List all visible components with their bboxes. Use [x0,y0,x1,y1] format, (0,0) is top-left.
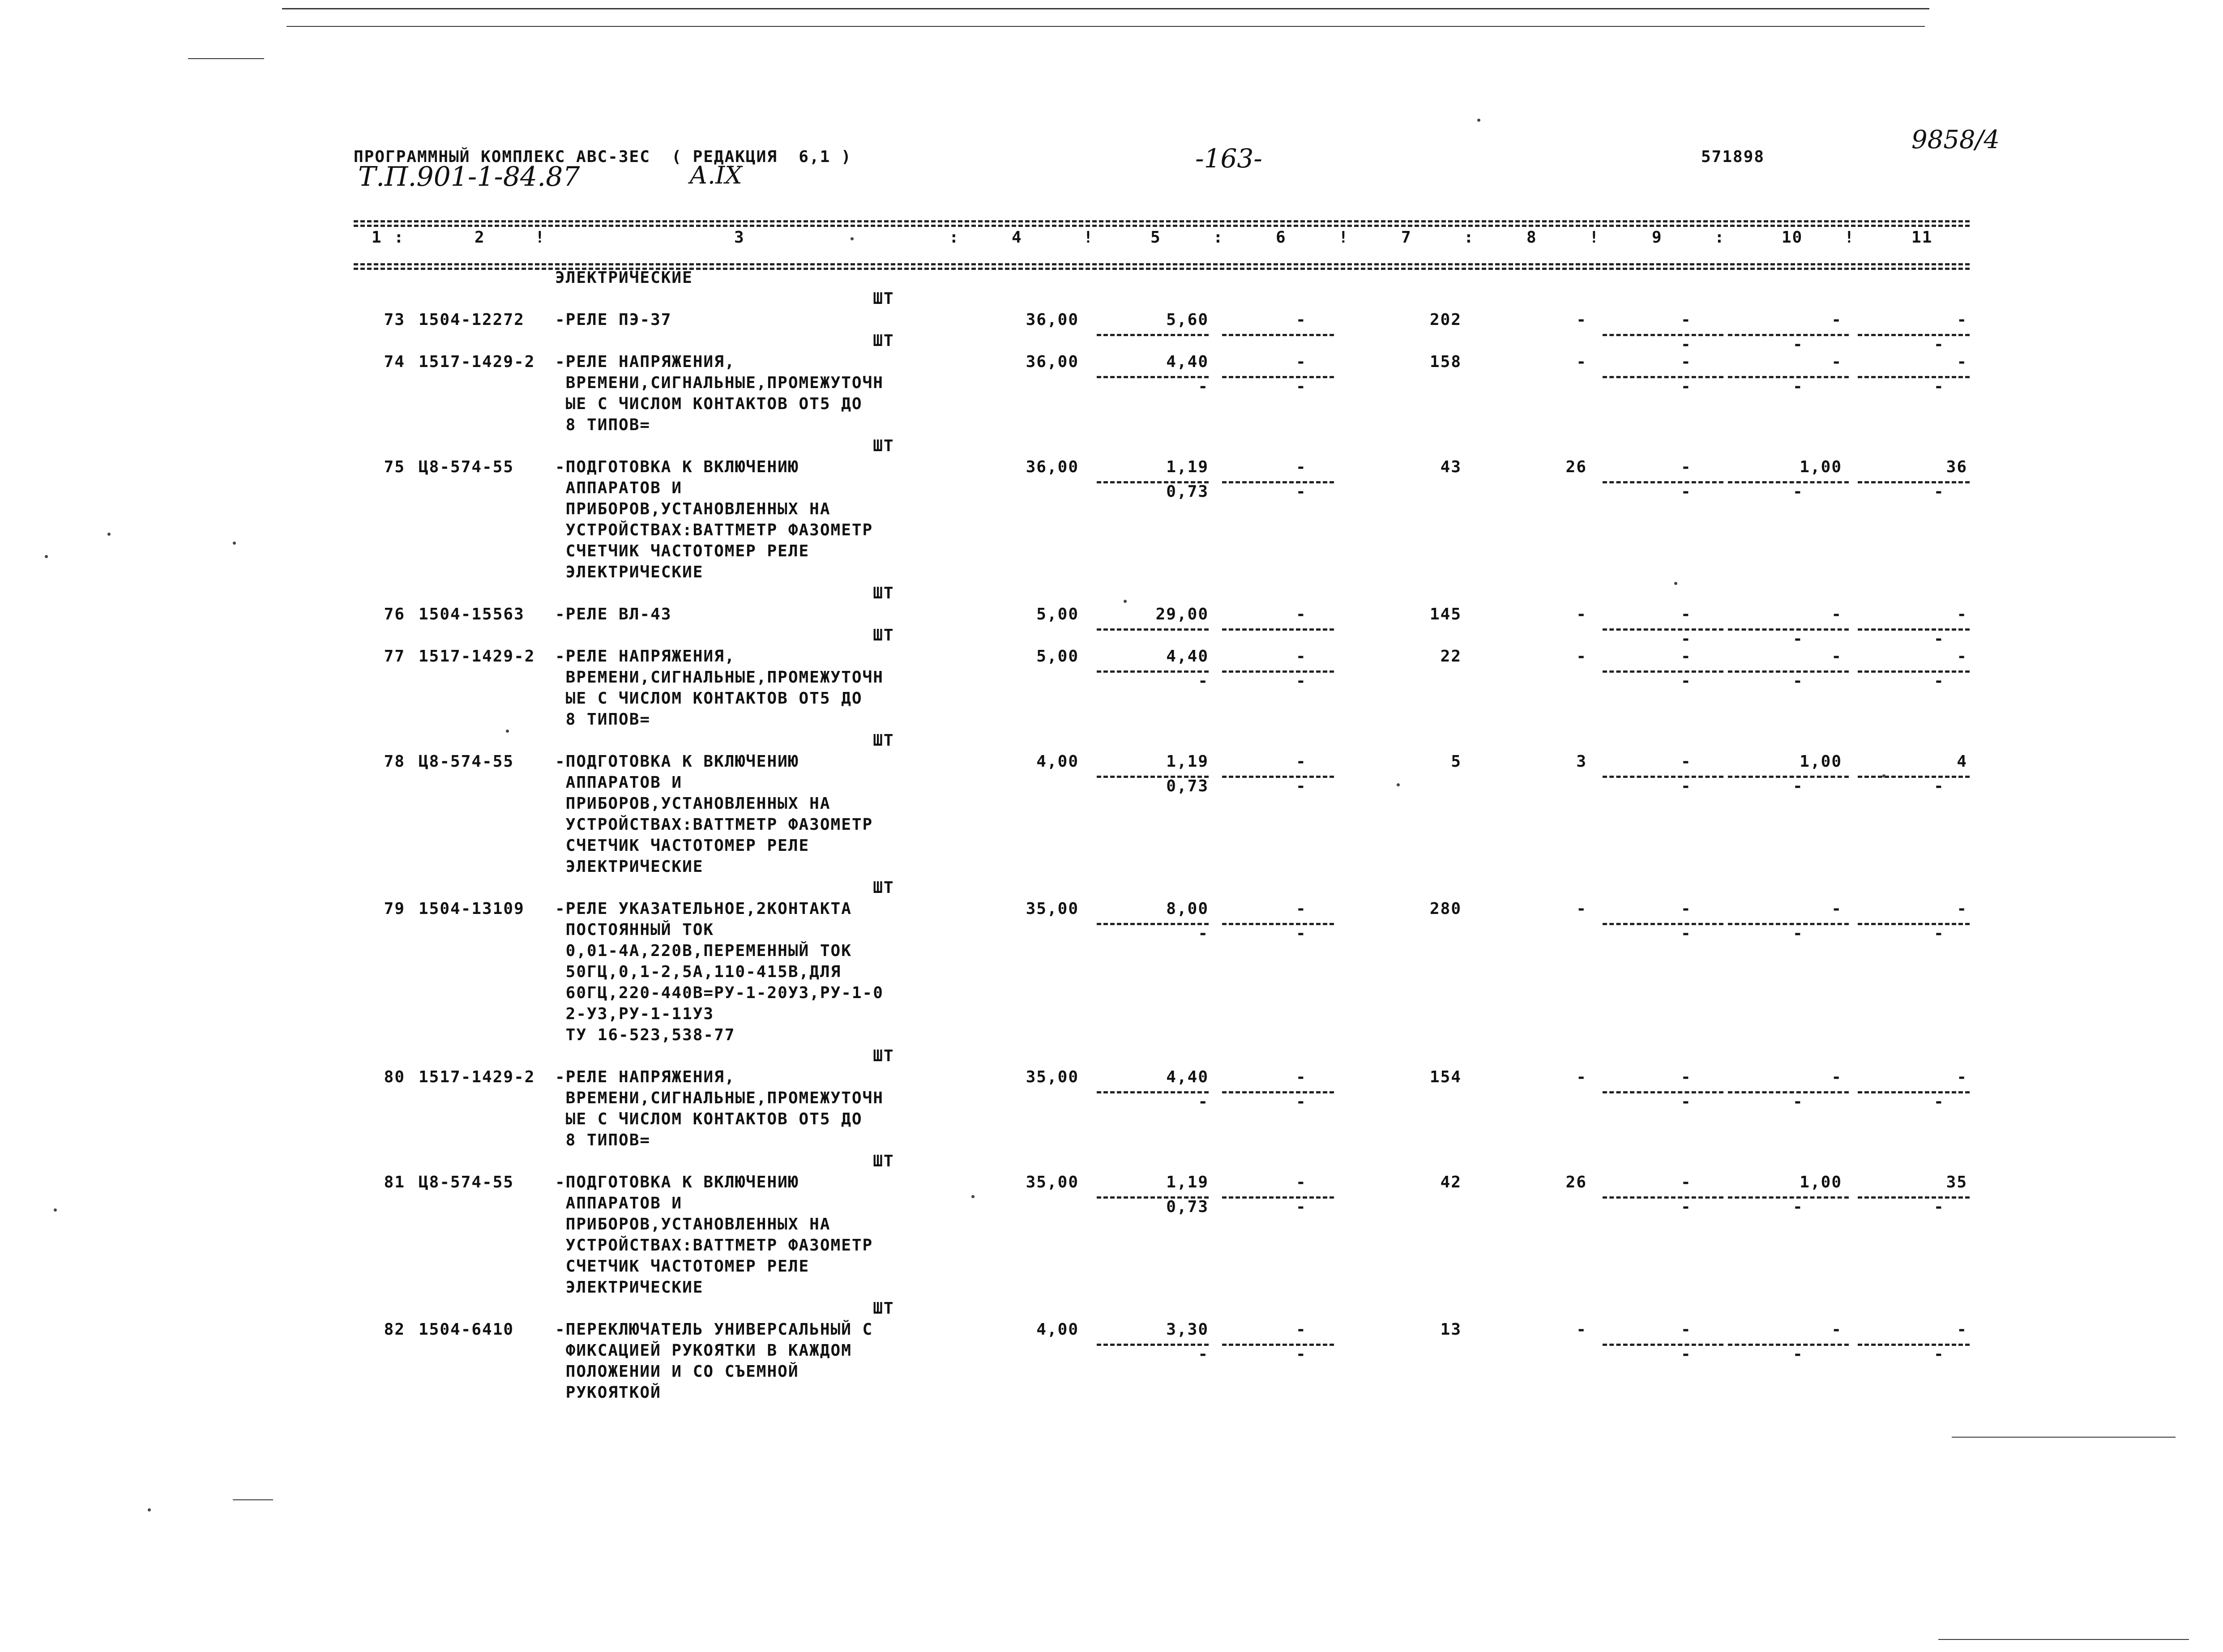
cell-col7: 202 [1429,311,1462,329]
col6-underline [1222,670,1334,673]
cell-col5: 1,19 [1166,1173,1209,1191]
cell-col10: 1,00 [1800,1173,1842,1191]
col11-underline [1858,670,1970,673]
top-rule-2 [286,26,1925,27]
cell-col10: - [1831,605,1842,623]
col6-underline [1222,923,1334,925]
column-header-3: 3 [734,228,745,247]
cell-col9-sub: - [1681,777,1692,795]
row-number: 79 [384,900,405,918]
cell-col11: - [1957,1068,1967,1086]
cell-col11-sub: - [1934,1345,1945,1363]
row-description-line: АППАРАТОВ И [555,1194,683,1212]
row-description-line: -РЕЛЕ НАПРЯЖЕНИЯ, [555,647,735,666]
column-separator: ! [1338,228,1349,247]
column-separator: : [394,228,405,247]
cell-col8: - [1576,353,1587,371]
col5-underline [1097,334,1209,336]
cell-col11-sub: - [1934,672,1945,690]
cell-col9: - [1681,1068,1692,1086]
cell-col5-sub: 0,73 [1166,1198,1209,1216]
cell-col8: - [1576,647,1587,666]
col6-underline [1222,628,1334,631]
cell-col5-sub: - [1198,924,1209,943]
col10-underline [1728,670,1849,673]
cell-col9-sub: - [1681,377,1692,396]
col10-underline [1728,923,1849,925]
col6-underline [1222,481,1334,483]
cell-quantity: 35,00 [1026,1068,1079,1086]
col11-underline [1858,334,1970,336]
scan-speck [506,730,509,733]
cell-col5-sub: - [1198,377,1209,396]
row-number: 73 [384,311,405,329]
row-description-line: ШТ [555,332,894,350]
col9-underline [1603,776,1723,778]
cell-col11: 36 [1946,458,1967,476]
cell-col11: - [1957,353,1967,371]
row-description-line: ШТ [555,1047,894,1065]
column-header-5: 5 [1150,228,1161,247]
col11-underline [1858,376,1970,378]
cell-col8: - [1576,1320,1587,1339]
row-description-line: -РЕЛЕ НАПРЯЖЕНИЯ, [555,1068,735,1086]
row-description-line: -РЕЛЕ ПЭ-37 [555,311,672,329]
cell-col5-sub: - [1198,1345,1209,1363]
row-description-line: ЭЛЕКТРИЧЕСКИЕ [555,563,704,581]
col9-underline [1603,1344,1723,1346]
cell-col9-sub: - [1681,672,1692,690]
cell-col6-sub: - [1296,777,1307,795]
col11-underline [1858,628,1970,631]
row-code: 1517-1429-2 [419,353,535,371]
col10-underline [1728,628,1849,631]
cell-col11: - [1957,1320,1967,1339]
col5-underline [1097,376,1209,378]
row-number: 75 [384,458,405,476]
row-number: 82 [384,1320,405,1339]
scan-speck [1477,119,1480,122]
header-rule-top-2 [354,225,1970,227]
cell-col9: - [1681,1173,1692,1191]
cell-col10-sub: - [1793,377,1804,396]
cell-col10-sub: - [1793,1345,1804,1363]
cell-col10-sub: - [1793,924,1804,943]
row-description-line: ШТ [555,626,894,645]
cell-col7: 5 [1451,752,1462,771]
bottom-mark-right [1952,1437,2176,1438]
column-header-4: 4 [1012,228,1022,247]
scan-speck [1124,600,1127,603]
row-description-line: УСТРОЙСТВАХ:ВАТТМЕТР ФАЗОМЕТР [555,815,873,834]
column-header-9: 9 [1652,228,1663,247]
cell-col11: - [1957,311,1967,329]
row-description-line: -ПЕРЕКЛЮЧАТЕЛЬ УНИВЕРСАЛЬНЫЙ С [555,1320,873,1339]
col5-underline [1097,1344,1209,1346]
cell-quantity: 36,00 [1026,353,1079,371]
row-description-line: ВРЕМЕНИ,СИГНАЛЬНЫЕ,ПРОМЕЖУТОЧН [555,668,884,687]
scan-speck [851,237,854,240]
cell-col9-sub: - [1681,630,1692,648]
scan-speck [148,1508,151,1511]
column-header-8: 8 [1526,228,1537,247]
row-description-line: ЭЛЕКТРИЧЕСКИЕ [555,1278,704,1297]
cell-col9-sub: - [1681,482,1692,501]
cell-col10-sub: - [1793,1093,1804,1111]
cell-quantity: 5,00 [1036,605,1079,623]
cell-col8: - [1576,900,1587,918]
col10-underline [1728,776,1849,778]
col6-underline [1222,1344,1334,1346]
row-code: 1504-13109 [419,900,525,918]
cell-col6: - [1296,458,1307,476]
cell-col7: 13 [1440,1320,1462,1339]
row-description-line: -ПОДГОТОВКА К ВКЛЮЧЕНИЮ [555,458,799,476]
col5-underline [1097,628,1209,631]
row-description-line: СЧЕТЧИК ЧАСТОТОМЕР РЕЛЕ [555,837,810,855]
cell-col5-sub: 0,73 [1166,777,1209,795]
row-description-line: ШТ [555,437,894,455]
cell-col11-sub: - [1934,630,1945,648]
col6-underline [1222,376,1334,378]
cell-col9: - [1681,752,1692,771]
cell-col10: - [1831,353,1842,371]
column-separator: ! [1589,228,1600,247]
row-description-line: УСТРОЙСТВАХ:ВАТТМЕТР ФАЗОМЕТР [555,521,873,539]
cell-col6: - [1296,311,1307,329]
cell-col11: - [1957,647,1967,666]
cell-col7: 158 [1429,353,1462,371]
row-description-line: ШТ [555,879,894,897]
cell-quantity: 5,00 [1036,647,1079,666]
cell-col8: 26 [1565,458,1587,476]
row-description-line: -РЕЛЕ НАПРЯЖЕНИЯ, [555,353,735,371]
col10-underline [1728,1344,1849,1346]
cell-col6: - [1296,900,1307,918]
cell-col10: - [1831,311,1842,329]
scan-speck [54,1208,57,1212]
column-header-1: 1 [372,228,382,247]
cell-col10: - [1831,1068,1842,1086]
cell-col5: 4,40 [1166,647,1209,666]
cell-col8: 3 [1576,752,1587,771]
cell-col7: 145 [1429,605,1462,623]
row-code: 1504-6410 [419,1320,514,1339]
cell-col11-sub: - [1934,335,1945,354]
cell-col6: - [1296,1068,1307,1086]
project-code: Т.П.901-1-84.87 [358,161,580,192]
archive-number: 9858/4 [1911,125,2000,154]
row-description-line: АППАРАТОВ И [555,479,683,497]
column-separator: : [949,228,960,247]
row-description-line: 8 ТИПОВ= [555,1131,651,1149]
row-description-line: -ПОДГОТОВКА К ВКЛЮЧЕНИЮ [555,752,799,771]
row-code: Ц8-574-55 [419,752,514,771]
col10-underline [1728,334,1849,336]
col9-underline [1603,1196,1723,1199]
row-code: Ц8-574-55 [419,1173,514,1191]
cell-col11: - [1957,900,1967,918]
col11-underline [1858,1344,1970,1346]
column-separator: ! [1083,228,1094,247]
cell-col10-sub: - [1793,672,1804,690]
cell-col10: - [1831,647,1842,666]
col9-underline [1603,670,1723,673]
cell-col5: 29,00 [1155,605,1209,623]
row-description-line: 8 ТИПОВ= [555,416,651,434]
column-header-11: 11 [1911,228,1933,247]
scan-speck [1882,774,1885,777]
row-description-line: ВРЕМЕНИ,СИГНАЛЬНЫЕ,ПРОМЕЖУТОЧН [555,1089,884,1107]
cell-col11: - [1957,605,1967,623]
col10-underline [1728,481,1849,483]
column-separator: : [1464,228,1475,247]
cell-col5: 8,00 [1166,900,1209,918]
cell-col10-sub: - [1793,777,1804,795]
cell-col9-sub: - [1681,1198,1692,1216]
col11-underline [1858,481,1970,483]
cell-col5-sub: 0,73 [1166,482,1209,501]
row-description-line: 8 ТИПОВ= [555,710,651,729]
cell-col10-sub: - [1793,482,1804,501]
cell-col10: 1,00 [1800,458,1842,476]
row-description-line: ЫЕ С ЧИСЛОМ КОНТАКТОВ ОТ5 ДО [555,1110,863,1128]
doc-number: 571898 [1701,148,1765,166]
col9-underline [1603,1091,1723,1093]
cell-quantity: 36,00 [1026,458,1079,476]
row-description-line: ЭЛЕКТРИЧЕСКИЕ [555,858,704,876]
cell-col10: - [1831,1320,1842,1339]
cell-col9: - [1681,647,1692,666]
cell-col11-sub: - [1934,482,1945,501]
cell-col11-sub: - [1934,777,1945,795]
col11-underline [1858,1091,1970,1093]
column-separator: : [1213,228,1224,247]
cell-col9: - [1681,311,1692,329]
scan-speck [45,555,48,558]
cell-col9: - [1681,353,1692,371]
footer-mark [1938,1639,2189,1640]
row-description-line: УСТРОЙСТВАХ:ВАТТМЕТР ФАЗОМЕТР [555,1236,873,1255]
margin-mark [188,58,264,59]
col5-underline [1097,923,1209,925]
row-description-line: ПОСТОЯННЫЙ ТОК [555,921,714,939]
cell-col5: 4,40 [1166,1068,1209,1086]
header-rule-top [354,220,1970,222]
cell-col6-sub: - [1296,672,1307,690]
cell-col7: 154 [1429,1068,1462,1086]
cell-col9: - [1681,605,1692,623]
col11-underline [1858,923,1970,925]
cell-col6: - [1296,1173,1307,1191]
row-description-line: ПРИБОРОВ,УСТАНОВЛЕННЫХ НА [555,1215,831,1234]
column-header-6: 6 [1276,228,1287,247]
row-code: 1517-1429-2 [419,647,535,666]
cell-col5: 3,30 [1166,1320,1209,1339]
scan-speck [107,533,111,536]
col5-underline [1097,1091,1209,1093]
album-label: А.IX [689,161,742,189]
row-number: 77 [384,647,405,666]
cell-col10: 1,00 [1800,752,1842,771]
row-description-line: СЧЕТЧИК ЧАСТОТОМЕР РЕЛЕ [555,1257,810,1276]
col6-underline [1222,334,1334,336]
cell-col9-sub: - [1681,335,1692,354]
cell-col6-sub: - [1296,1093,1307,1111]
row-description-line: ШТ [555,1299,894,1318]
row-description-line: ЭЛЕКТРИЧЕСКИЕ [555,269,693,287]
cell-col9: - [1681,458,1692,476]
col9-underline [1603,923,1723,925]
row-description-line: РУКОЯТКОЙ [555,1383,661,1402]
row-description-line: -РЕЛЕ УКАЗАТЕЛЬНОЕ,2КОНТАКТА [555,900,852,918]
cell-col11-sub: - [1934,924,1945,943]
cell-col7: 42 [1440,1173,1462,1191]
scan-speck [1674,582,1677,585]
cell-col6-sub: - [1296,924,1307,943]
row-number: 76 [384,605,405,623]
scan-speck [971,1195,975,1198]
row-description-line: СЧЕТЧИК ЧАСТОТОМЕР РЕЛЕ [555,542,810,560]
row-number: 81 [384,1173,405,1191]
col10-underline [1728,1196,1849,1199]
cell-col6-sub: - [1296,1345,1307,1363]
cell-col10-sub: - [1793,335,1804,354]
col9-underline [1603,334,1723,336]
row-description-line: ПРИБОРОВ,УСТАНОВЛЕННЫХ НА [555,500,831,518]
col11-underline [1858,1196,1970,1199]
cell-col5: 4,40 [1166,353,1209,371]
cell-col11-sub: - [1934,1093,1945,1111]
row-description-line: ШТ [555,731,894,750]
cell-col9-sub: - [1681,1093,1692,1111]
column-header-10: 10 [1782,228,1803,247]
row-description-line: 2-У3,РУ-1-11У3 [555,1005,714,1023]
cell-col9-sub: - [1681,1345,1692,1363]
cell-col6: - [1296,752,1307,771]
row-description-line: ПОЛОЖЕНИИ И СО СЪЕМНОЙ [555,1362,799,1381]
row-description-line: ШТ [555,290,894,308]
column-separator: ! [535,228,546,247]
column-header-7: 7 [1401,228,1412,247]
row-number: 80 [384,1068,405,1086]
col6-underline [1222,1091,1334,1093]
cell-quantity: 36,00 [1026,311,1079,329]
row-description-line: 50ГЦ,0,1-2,5А,110-415В,ДЛЯ [555,963,842,981]
top-rule-1 [282,8,1929,9]
cell-col10-sub: - [1793,1198,1804,1216]
row-description-line: -РЕЛЕ ВЛ-43 [555,605,672,623]
cell-col7: 280 [1429,900,1462,918]
row-description-line: 60ГЦ,220-440В=РУ-1-20У3,РУ-1-0 [555,984,884,1002]
row-code: 1504-12272 [419,311,525,329]
cell-col5-sub: - [1198,1093,1209,1111]
col9-underline [1603,481,1723,483]
cell-col6-sub: - [1296,377,1307,396]
cell-col5: 5,60 [1166,311,1209,329]
scan-speck [1397,783,1400,786]
cell-col6: - [1296,353,1307,371]
cell-col6: - [1296,605,1307,623]
cell-col5: 1,19 [1166,458,1209,476]
cell-col5: 1,19 [1166,752,1209,771]
row-description-line: ШТ [555,1152,894,1170]
cell-col11: 4 [1957,752,1967,771]
cell-quantity: 4,00 [1036,1320,1079,1339]
cell-col6: - [1296,647,1307,666]
cell-col9: - [1681,1320,1692,1339]
column-separator: : [1714,228,1725,247]
cell-col6-sub: - [1296,1198,1307,1216]
col9-underline [1603,376,1723,378]
row-description-line: ПРИБОРОВ,УСТАНОВЛЕННЫХ НА [555,794,831,813]
row-description-line: -ПОДГОТОВКА К ВКЛЮЧЕНИЮ [555,1173,799,1191]
row-description-line: ФИКСАЦИЕЙ РУКОЯТКИ В КАЖДОМ [555,1341,852,1360]
row-number: 78 [384,752,405,771]
col5-underline [1097,670,1209,673]
col11-underline [1858,776,1970,778]
cell-col10-sub: - [1793,630,1804,648]
cell-quantity: 35,00 [1026,1173,1079,1191]
row-number: 74 [384,353,405,371]
col10-underline [1728,1091,1849,1093]
cell-col8: - [1576,605,1587,623]
cell-col9-sub: - [1681,924,1692,943]
cell-col8: - [1576,1068,1587,1086]
cell-col6-sub: - [1296,482,1307,501]
column-separator: ! [1844,228,1855,247]
cell-col11-sub: - [1934,377,1945,396]
row-description-line: ШТ [555,584,894,602]
bottom-mark-left [233,1499,273,1500]
col9-underline [1603,628,1723,631]
row-description-line: 0,01-4А,220В,ПЕРЕМЕННЫЙ ТОК [555,942,852,960]
row-code: 1517-1429-2 [419,1068,535,1086]
cell-col5-sub: - [1198,672,1209,690]
row-description-line: ЫЕ С ЧИСЛОМ КОНТАКТОВ ОТ5 ДО [555,689,863,708]
row-code: Ц8-574-55 [419,458,514,476]
row-description-line: АППАРАТОВ И [555,773,683,792]
row-description-line: ВРЕМЕНИ,СИГНАЛЬНЫЕ,ПРОМЕЖУТОЧН [555,374,884,392]
row-description-line: ТУ 16-523,538-77 [555,1026,735,1044]
header-rule-bottom [354,263,1970,265]
cell-col8: - [1576,311,1587,329]
cell-col11: 35 [1946,1173,1967,1191]
cell-col7: 43 [1440,458,1462,476]
program-title: ПРОГРАММНЫЙ КОМПЛЕКС АВС-3ЕС ( РЕДАКЦИЯ 6,1 ) [354,148,852,166]
col10-underline [1728,376,1849,378]
cell-col9: - [1681,900,1692,918]
cell-col10: - [1831,900,1842,918]
cell-col8: 26 [1565,1173,1587,1191]
col6-underline [1222,1196,1334,1199]
cell-col7: 22 [1440,647,1462,666]
column-header-2: 2 [475,228,485,247]
cell-col6: - [1296,1320,1307,1339]
col6-underline [1222,776,1334,778]
row-description-line: ЫЕ С ЧИСЛОМ КОНТАКТОВ ОТ5 ДО [555,395,863,413]
cell-col11-sub: - [1934,1198,1945,1216]
cell-quantity: 35,00 [1026,900,1079,918]
cell-quantity: 4,00 [1036,752,1079,771]
row-code: 1504-15563 [419,605,525,623]
page-number: -163- [1195,143,1262,174]
scan-speck [233,542,236,545]
